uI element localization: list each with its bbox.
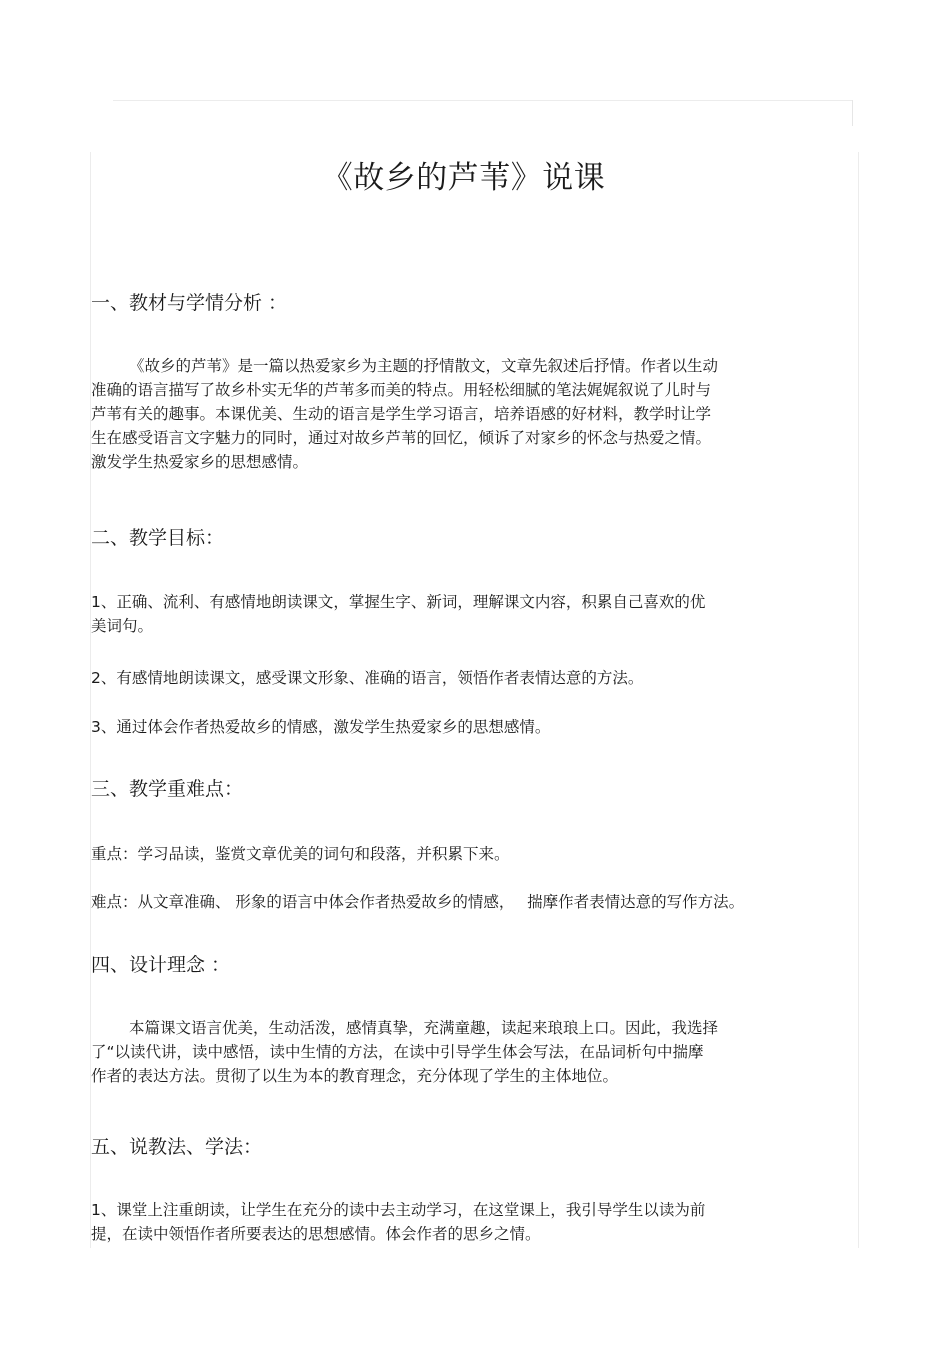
key-point: [91, 842, 821, 866]
top-rule-tick: [852, 100, 853, 126]
section-heading-methods: 五、说教法、学法：: [91, 1136, 263, 1158]
section-heading-key-points: 三、教学重难点：: [91, 778, 244, 800]
text-line: 难点：从文章准确、 形象的语言中体会作者热爱故乡的情感， 揣摩作者表情达意的写作方法。: [91, 893, 745, 911]
text-line: 作者的表达方法。贯彻了以生为本的教育理念，充分体现了学生的主体地位。: [91, 1067, 619, 1085]
design-concept-paragraph: [91, 1016, 821, 1088]
text-line: 准确的语言描写了故乡朴实无华的芦苇多而美的特点。用轻松细腻的笔法娓娓叙说了儿时与: [91, 381, 712, 399]
page-edge-right: [858, 152, 859, 1248]
text-line: 本篇课文语言优美，生动活泼，感情真挚，充满童趣，读起来琅琅上口。因此，我选择: [129, 1019, 719, 1037]
materials-analysis-paragraph: [91, 354, 821, 474]
text-line: 1、正确、流利、有感情地朗读课文，掌握生字、新词，理解课文内容，积累自己喜欢的优: [91, 593, 706, 611]
section-heading-design-concept: 四、设计理念 ：: [91, 954, 231, 976]
text-line: 美词句。: [91, 617, 154, 635]
difficult-point: [91, 890, 851, 914]
text-line: 激发学生热爱家乡的思想感情。: [91, 453, 309, 471]
text-line: 芦苇有关的趣事。本课优美、生动的语言是学生学习语言，培养语感的好材料，教学时让学: [91, 405, 712, 423]
document-title: 《故乡的芦苇》说课: [321, 160, 606, 196]
text-line: 生在感受语言文字魅力的同时，通过对故乡芦苇的回忆，倾诉了对家乡的怀念与热爱之情。: [91, 429, 712, 447]
teaching-goal-1: [91, 590, 821, 638]
teaching-goal-2: [91, 666, 821, 690]
top-rule: [113, 100, 853, 101]
section-heading-teaching-goals: 二、教学目标：: [91, 527, 225, 549]
method-1: [91, 1198, 821, 1246]
section-heading-materials-analysis: 一、教材与学情分析 ：: [91, 292, 288, 314]
teaching-goal-3: [91, 715, 821, 739]
text-line: 了“以读代讲，读中感悟，读中生情的方法，在读中引导学生体会写法，在品词析句中揣摩: [91, 1043, 704, 1061]
text-line: 1、课堂上注重朗读，让学生在充分的读中去主动学习，在这堂课上，我引导学生以读为前: [91, 1201, 706, 1219]
text-line: 提，在读中领悟作者所要表达的思想感情。体会作者的思乡之情。: [91, 1225, 541, 1243]
text-line: 《故乡的芦苇》是一篇以热爱家乡为主题的抒情散文，文章先叙述后抒情。作者以生动: [129, 357, 719, 375]
text-line: 重点：学习品读，鉴赏文章优美的词句和段落，并积累下来。: [91, 845, 510, 863]
text-line: 3、通过体会作者热爱故乡的情感，激发学生热爱家乡的思想感情。: [91, 718, 551, 736]
text-line: 2、有感情地朗读课文，感受课文形象、准确的语言，领悟作者表情达意的方法。: [91, 669, 644, 687]
